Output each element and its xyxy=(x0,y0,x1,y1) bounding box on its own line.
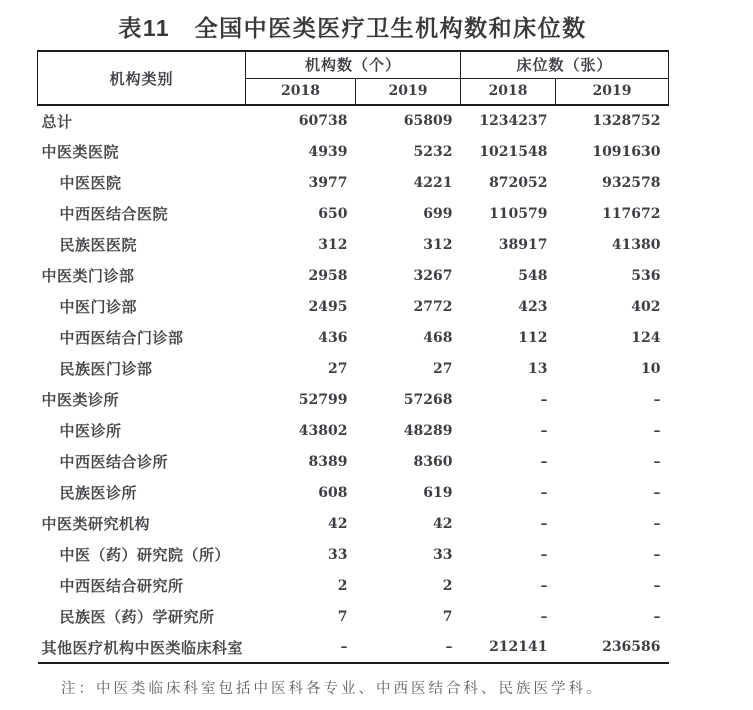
row-label: 中西医结合门诊部 xyxy=(38,322,246,353)
cell-value: 2958 xyxy=(246,260,356,291)
cell-value: 608 xyxy=(246,477,356,508)
cell-value: 33 xyxy=(246,539,356,570)
table-row xyxy=(38,198,669,229)
cell-value: 932578 xyxy=(556,167,669,198)
cell-value: – xyxy=(461,384,556,415)
row-label: 中医门诊部 xyxy=(38,291,246,322)
statistics-table xyxy=(37,50,669,664)
cell-value: 548 xyxy=(461,260,556,291)
cell-value: 117672 xyxy=(556,198,669,229)
row-label: 中西医结合诊所 xyxy=(38,446,246,477)
table-row xyxy=(38,632,669,663)
row-label: 中西医结合医院 xyxy=(38,198,246,229)
table-row xyxy=(38,105,669,136)
cell-value: 38917 xyxy=(461,229,556,260)
cell-value: – xyxy=(556,508,669,539)
cell-value: 5232 xyxy=(356,136,461,167)
table-row xyxy=(38,508,669,539)
cell-value: 423 xyxy=(461,291,556,322)
cell-value: – xyxy=(356,632,461,663)
cell-value: 1234237 xyxy=(461,105,556,136)
cell-value: – xyxy=(556,601,669,632)
column-header-institutions-2018: 2018 xyxy=(246,78,356,105)
row-label: 总计 xyxy=(38,105,246,136)
column-header-beds-group: 床位数（张） xyxy=(461,51,669,78)
cell-value: – xyxy=(556,415,669,446)
table-row xyxy=(38,477,669,508)
cell-value: 212141 xyxy=(461,632,556,663)
cell-value: 27 xyxy=(356,353,461,384)
row-label: 民族医诊所 xyxy=(38,477,246,508)
cell-value: – xyxy=(461,601,556,632)
cell-value: – xyxy=(461,570,556,601)
table-row xyxy=(38,260,669,291)
column-header-institutions-group: 机构数（个） xyxy=(246,51,461,78)
table-row xyxy=(38,291,669,322)
cell-value: 312 xyxy=(356,229,461,260)
cell-value: – xyxy=(556,384,669,415)
cell-value: 52799 xyxy=(246,384,356,415)
cell-value: 41380 xyxy=(556,229,669,260)
cell-value: – xyxy=(246,632,356,663)
cell-value: 124 xyxy=(556,322,669,353)
table-row xyxy=(38,446,669,477)
cell-value: 43802 xyxy=(246,415,356,446)
table-header xyxy=(38,51,669,105)
table-row xyxy=(38,229,669,260)
row-label: 其他医疗机构中医类临床科室 xyxy=(38,632,246,663)
cell-value: 2 xyxy=(356,570,461,601)
cell-value: – xyxy=(461,446,556,477)
cell-value: 7 xyxy=(356,601,461,632)
cell-value: 60738 xyxy=(246,105,356,136)
cell-value: – xyxy=(461,539,556,570)
table-row xyxy=(38,570,669,601)
table-body xyxy=(38,105,669,663)
cell-value: 468 xyxy=(356,322,461,353)
table-row xyxy=(38,322,669,353)
column-header-category: 机构类别 xyxy=(38,51,246,105)
cell-value: 10 xyxy=(556,353,669,384)
cell-value: 536 xyxy=(556,260,669,291)
cell-value: 650 xyxy=(246,198,356,229)
cell-value: 2772 xyxy=(356,291,461,322)
row-label: 民族医医院 xyxy=(38,229,246,260)
table-row xyxy=(38,353,669,384)
cell-value: – xyxy=(461,477,556,508)
table-title: 表11 全国中医类医疗卫生机构数和床位数 xyxy=(118,15,587,41)
cell-value: 1021548 xyxy=(461,136,556,167)
cell-value: – xyxy=(556,539,669,570)
row-label: 中医（药）研究院（所） xyxy=(38,539,246,570)
row-label: 中医类医院 xyxy=(38,136,246,167)
cell-value: 699 xyxy=(356,198,461,229)
table-row xyxy=(38,539,669,570)
cell-value: 7 xyxy=(246,601,356,632)
cell-value: 872052 xyxy=(461,167,556,198)
table-row xyxy=(38,415,669,446)
cell-value: 33 xyxy=(356,539,461,570)
cell-value: 2495 xyxy=(246,291,356,322)
cell-value: 3267 xyxy=(356,260,461,291)
cell-value: 4939 xyxy=(246,136,356,167)
cell-value: 13 xyxy=(461,353,556,384)
table-row xyxy=(38,601,669,632)
row-label: 中医医院 xyxy=(38,167,246,198)
cell-value: 110579 xyxy=(461,198,556,229)
cell-value: 436 xyxy=(246,322,356,353)
row-label: 民族医门诊部 xyxy=(38,353,246,384)
row-label: 中医诊所 xyxy=(38,415,246,446)
table-row xyxy=(38,136,669,167)
cell-value: – xyxy=(556,446,669,477)
cell-value: 8389 xyxy=(246,446,356,477)
cell-value: 48289 xyxy=(356,415,461,446)
row-label: 中西医结合研究所 xyxy=(38,570,246,601)
cell-value: 112 xyxy=(461,322,556,353)
cell-value: – xyxy=(556,477,669,508)
cell-value: – xyxy=(461,415,556,446)
cell-value: 42 xyxy=(246,508,356,539)
cell-value: 2 xyxy=(246,570,356,601)
table-row xyxy=(38,384,669,415)
cell-value: 3977 xyxy=(246,167,356,198)
cell-value: 27 xyxy=(246,353,356,384)
column-header-beds-2018: 2018 xyxy=(461,78,556,105)
row-label: 中医类研究机构 xyxy=(38,508,246,539)
cell-value: 619 xyxy=(356,477,461,508)
footnote: 注：中医类临床科室包括中医科各专业、中西医结合科、民族医学科。 xyxy=(61,681,604,697)
row-label: 中医类门诊部 xyxy=(38,260,246,291)
cell-value: 4221 xyxy=(356,167,461,198)
cell-value: 8360 xyxy=(356,446,461,477)
cell-value: – xyxy=(556,570,669,601)
column-header-beds-2019: 2019 xyxy=(556,78,669,105)
cell-value: 57268 xyxy=(356,384,461,415)
cell-value: 42 xyxy=(356,508,461,539)
header-group-row xyxy=(38,51,669,78)
table-row xyxy=(38,167,669,198)
row-label: 民族医（药）学研究所 xyxy=(38,601,246,632)
cell-value: 312 xyxy=(246,229,356,260)
cell-value: 402 xyxy=(556,291,669,322)
cell-value: – xyxy=(461,508,556,539)
cell-value: 1091630 xyxy=(556,136,669,167)
cell-value: 1328752 xyxy=(556,105,669,136)
cell-value: 65809 xyxy=(356,105,461,136)
row-label: 中医类诊所 xyxy=(38,384,246,415)
cell-value: 236586 xyxy=(556,632,669,663)
column-header-institutions-2019: 2019 xyxy=(356,78,461,105)
